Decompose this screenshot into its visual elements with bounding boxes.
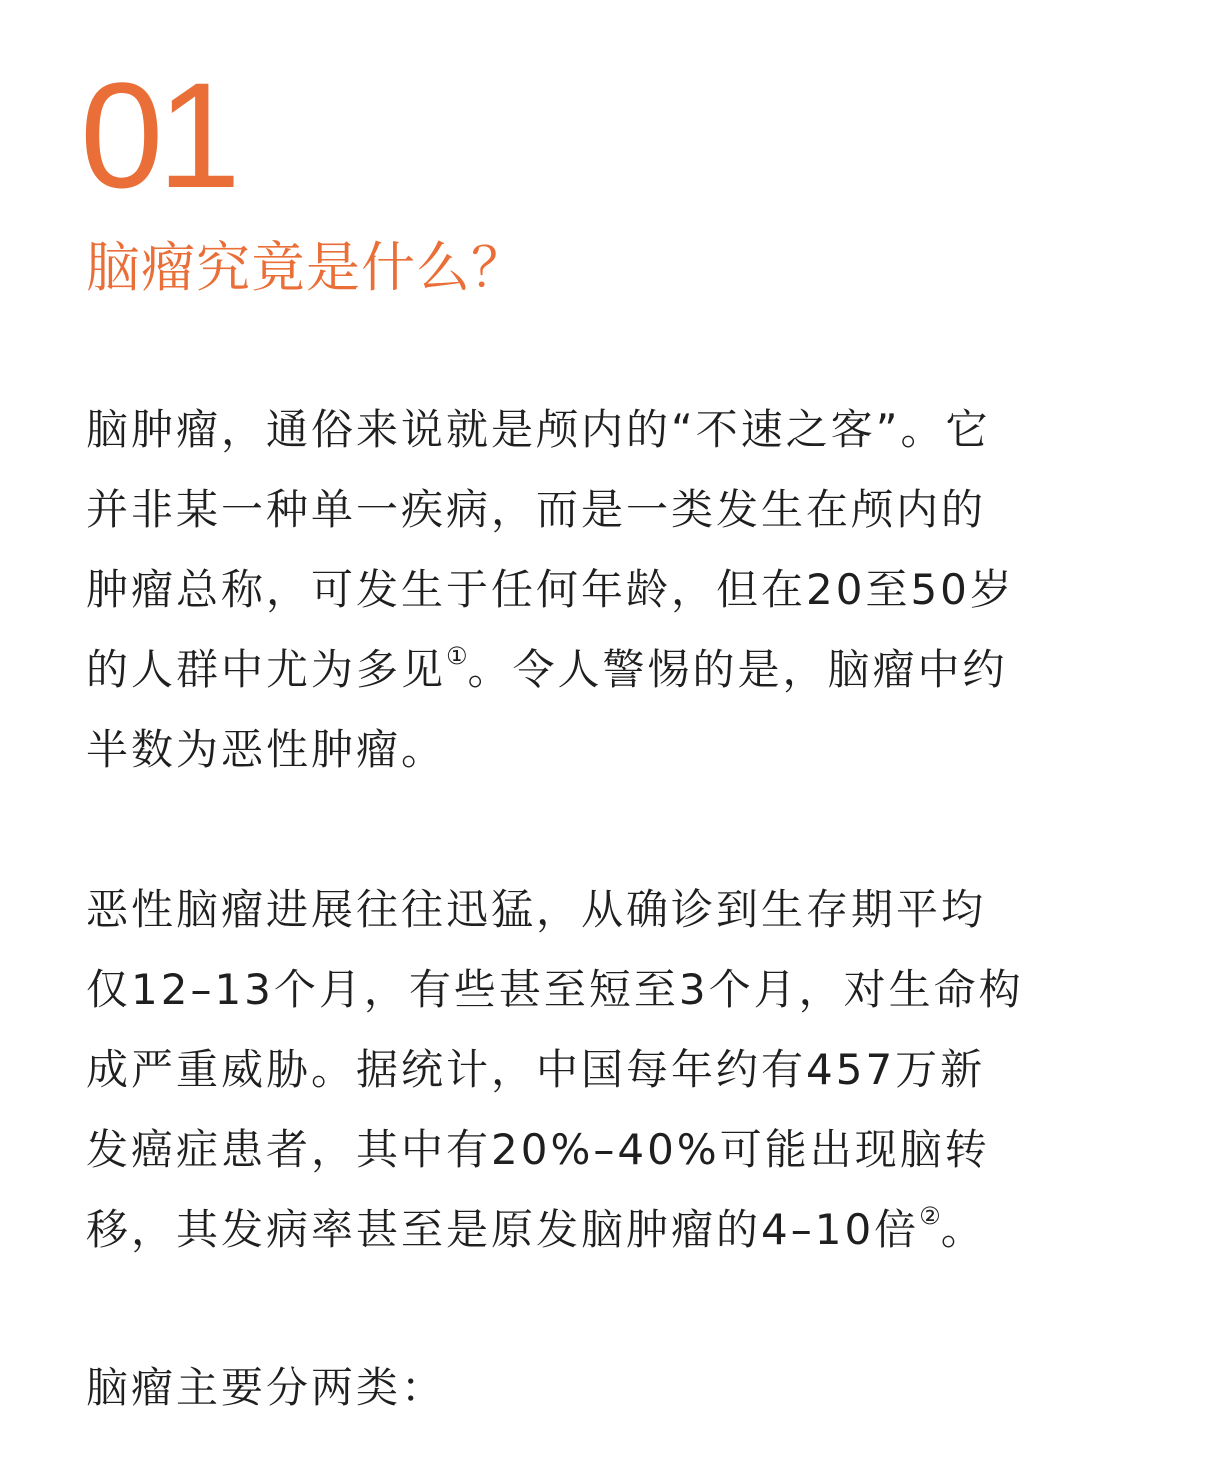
paragraph-line: 仅12–13个月，有些甚至短至3个月，对生命构 bbox=[86, 965, 1024, 1014]
paragraph-line: 并非某一种单一疾病，而是一类发生在颅内的 bbox=[86, 485, 987, 534]
paragraph-line-text: 移，其发病率甚至是原发脑肿瘤的4–10倍 bbox=[86, 1205, 920, 1254]
section-title: 脑瘤究竟是什么？ bbox=[86, 236, 526, 299]
paragraph-line: 半数为恶性肿瘤。 bbox=[86, 725, 447, 774]
paragraph-line: 成严重威胁。据统计，中国每年约有457万新 bbox=[86, 1045, 986, 1094]
footnote-marker-2[interactable]: ② bbox=[919, 1202, 941, 1230]
paragraph-line-text: 。 bbox=[940, 1205, 986, 1254]
paragraph-line-text: 。令人警惕的是，脑瘤中约 bbox=[467, 645, 1008, 694]
footnote-marker-1[interactable]: ① bbox=[446, 642, 468, 670]
paragraph-line: 恶性脑瘤进展往往迅猛，从确诊到生存期平均 bbox=[86, 885, 987, 934]
paragraph-line-text: 的人群中尤为多见 bbox=[86, 645, 447, 694]
paragraph-line bbox=[86, 630, 1126, 710]
section-number: 01 bbox=[80, 51, 235, 219]
paragraph-line: 发癌症患者，其中有20%–40%可能出现脑转 bbox=[86, 1125, 990, 1174]
paragraph-line: 脑肿瘤，通俗来说就是颅内的“不速之客”。它 bbox=[86, 405, 991, 454]
paragraph-intro bbox=[86, 390, 1126, 790]
article bbox=[80, 51, 1126, 1428]
paragraph-prognosis bbox=[86, 870, 1126, 1270]
paragraph-line bbox=[86, 1190, 1126, 1270]
paragraph-types-intro: 脑瘤主要分两类： bbox=[86, 1363, 447, 1412]
paragraph-line: 肿瘤总称，可发生于任何年龄，但在20至50岁 bbox=[86, 565, 1015, 614]
